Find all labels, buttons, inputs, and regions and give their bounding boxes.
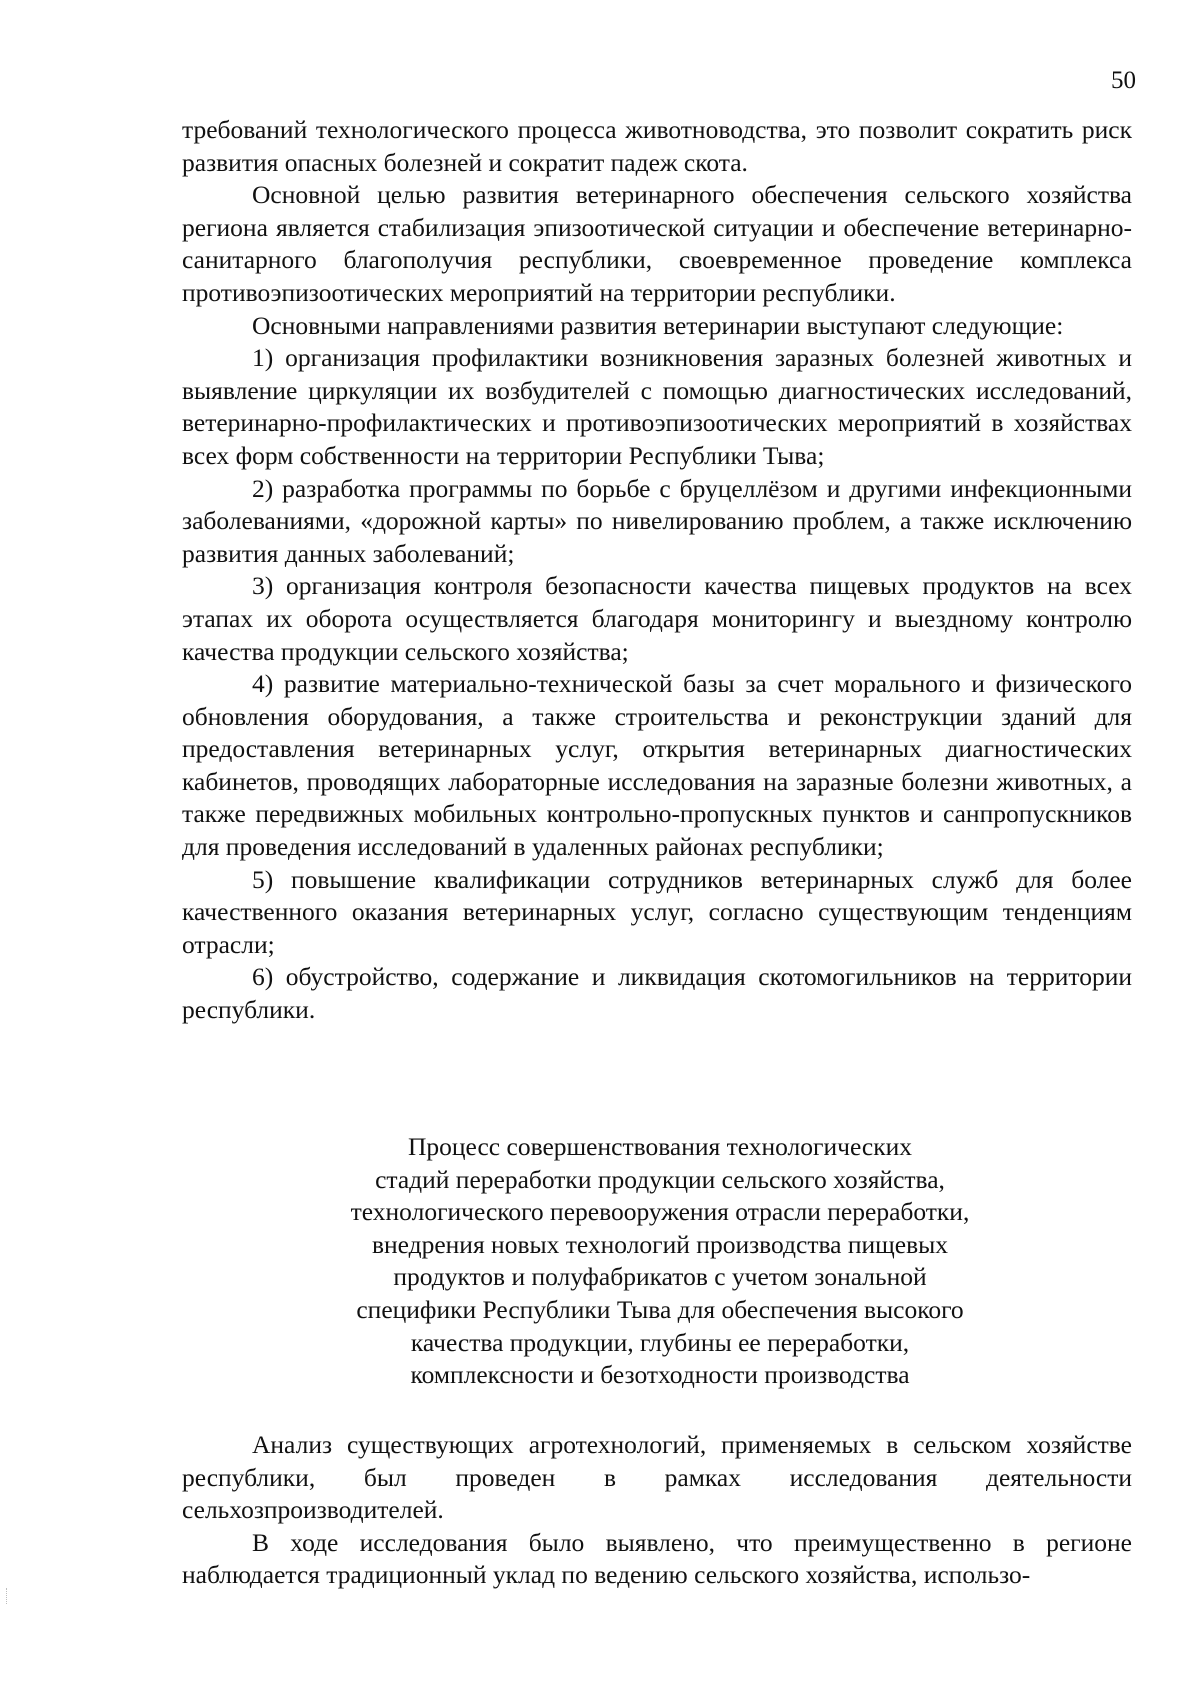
section-heading-line: Процесс совершенствования технологических <box>407 1132 913 1161</box>
section-heading-line: внедрения новых технологий производства пищевых <box>371 1229 949 1259</box>
list-item-4: 4) развитие материально-технической базы за счет морального и физического обновления оборудования, а также строительства и реконструкции зданий для предоставления ветеринарных услуг, открытия ветеринарных диагностических кабинетов, проводящих лабораторные исследования на заразные болезни животных, а также передвижных мобильных контрольно-пропускных пунктов и санпропускников для проведения исследований в удаленных районах республики; <box>182 669 1132 862</box>
list-item-3: 3) организация контроля безопасности качества пищевых продуктов на всех этапах их оборота осуществляется благодаря мониторингу и выездному контролю качества продукции сельского хозяйства; <box>182 571 1132 666</box>
list-item-1: 1) организация профилактики возникновения заразных болезней животных и выявление циркуляции их возбудителей с помощью диагностических исследований, ветеринарно-профилактических и противоэпизоотических мероприятий в хозяйствах всех форм собственности на территории Республики Тыва; <box>182 343 1132 470</box>
paragraph-main-goal: Основной целью развития ветеринарного обеспечения сельского хозяйства региона является стабилизация эпизоотической ситуации и обеспечение ветеринарно-санитарного благополучия республики, своевременное проведение комплекса противоэпизоотических мероприятий на территории республики. <box>182 180 1132 307</box>
section-heading-line: продуктов и полуфабрикатов с учетом зональной <box>393 1262 927 1292</box>
page-number: 50 <box>1111 67 1136 94</box>
paragraph-continuation: требований технологического процесса животноводства, это позволит сократить риск развития опасных болезней и сократит падеж скота. <box>182 115 1132 177</box>
section-heading-line: комплексности и безотходности производства <box>410 1360 910 1390</box>
section-heading-line: технологического перевооружения отрасли переработки, <box>350 1197 970 1227</box>
section-heading-line: специфики Республики Тыва для обеспечения высокого <box>356 1294 964 1324</box>
body-text-top <box>182 114 1132 1027</box>
paragraph-findings: В ходе исследования было выявлено, что преимущественно в регионе наблюдается традиционный уклад по ведению сельского хозяйства, использо- <box>182 1527 1132 1590</box>
section-heading <box>300 1131 1020 1392</box>
paragraph-directions-intro: Основными направлениями развития ветеринарии выступают следующие: <box>252 310 1064 340</box>
section-heading-line: качества продукции, глубины ее переработки, <box>410 1327 910 1357</box>
list-item-6: 6) обустройство, содержание и ликвидация скотомогильников на территории республики. <box>182 962 1132 1025</box>
list-item-5: 5) повышение квалификации сотрудников ветеринарных служб для более качественного оказания ветеринарных услуг, согласно существующим тенденциям отрасли; <box>182 864 1132 959</box>
paragraph-analysis: Анализ существующих агротехнологий, применяемых в сельском хозяйстве республики, был проведен в рамках исследования деятельности сельхозпроизводителей. <box>182 1430 1132 1525</box>
scan-artifact <box>6 1588 9 1604</box>
section-heading-line: стадий переработки продукции сельского хозяйства, <box>375 1164 945 1194</box>
list-item-2: 2) разработка программы по борьбе с бруцеллёзом и другими инфекционными заболеваниями, «дорожной карты» по нивелированию проблем, а также исключению развития данных заболеваний; <box>182 473 1132 568</box>
body-text-bottom <box>182 1429 1132 1592</box>
